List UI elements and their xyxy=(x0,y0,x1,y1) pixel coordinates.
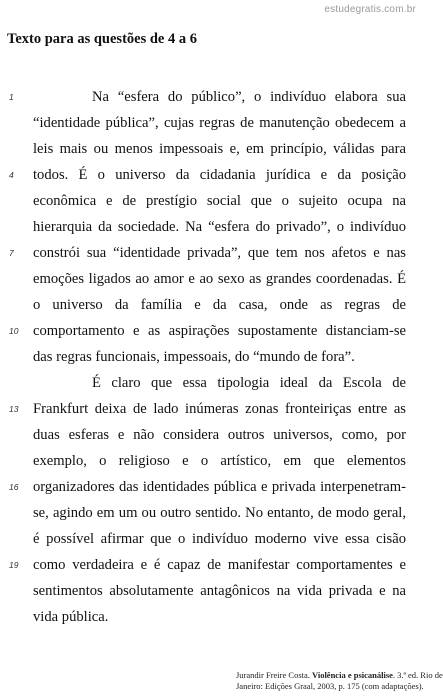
line-number: 19 xyxy=(9,560,19,570)
text-line: leis mais ou menos impessoais e, em princípio, válidas para xyxy=(33,141,406,157)
citation-edition: . 3.ª ed. Rio de xyxy=(392,670,443,680)
text-line: econômica e de prestígio social que o sujeito ocupa na xyxy=(33,193,406,209)
line-number: 1 xyxy=(9,92,14,102)
text-line: das regras funcionais, impessoais, do “mundo de fora”. xyxy=(33,349,355,365)
text-line: sentimentos absolutamente antagônicos na vida privada e na xyxy=(33,583,406,599)
text-line: hierarquia da sociedade. Na “esfera do privado”, o indivíduo xyxy=(33,219,406,235)
text-line: como verdadeira e é capaz de manifestar comportamentes e xyxy=(33,557,406,573)
citation-author: Jurandir Freire Costa. xyxy=(236,670,310,680)
watermark: estudegratis.com.br xyxy=(324,4,416,15)
text-line: vida pública. xyxy=(33,609,109,625)
text-line: Frankfurt deixa de lado inúmeras zonas fronteiriças entre as xyxy=(33,401,406,417)
text-line: duas esferas e não considera outros universos, como, por xyxy=(33,427,406,443)
text-line: exemplo, o religioso e o artístico, em que elementos xyxy=(33,453,406,469)
text-line: Na “esfera do público”, o indivíduo elabora sua xyxy=(92,89,406,105)
text-line: o universo da família e da casa, onde as regras de xyxy=(33,297,406,313)
citation-title: Violência e psicanálise xyxy=(312,670,393,680)
line-number: 16 xyxy=(9,482,19,492)
citation-publisher: Janeiro: Edições Graal, 2003, p. 175 (com adaptações). xyxy=(236,680,424,691)
line-number: 13 xyxy=(9,404,19,414)
text-line: “identidade pública”, cujas regras de manutenção obedecem a xyxy=(33,115,406,131)
line-number: 4 xyxy=(9,170,14,180)
text-line: É claro que essa tipologia ideal da Escola de xyxy=(92,375,406,391)
text-line: organizadores das identidades pública e privada interpenetram- xyxy=(33,479,406,495)
text-line: todos. É o universo da cidadania jurídica e da posição xyxy=(33,167,406,183)
source-citation xyxy=(236,670,443,691)
line-number: 7 xyxy=(9,248,14,258)
text-line: é possível afirmar que o indivíduo moderno vive essa cisão xyxy=(33,531,406,547)
text-line: se, agindo em um ou outro sentido. No entanto, de modo geral, xyxy=(33,505,406,521)
text-line: comportamento e as aspirações supostamente distanciam-se xyxy=(33,323,406,339)
text-line: emoções ligados ao amor e ao sexo as grandes coordenadas. É xyxy=(33,271,406,287)
section-heading: Texto para as questões de 4 a 6 xyxy=(7,31,197,47)
text-line: constrói sua “identidade privada”, que tem nos afetos e nas xyxy=(33,245,406,261)
line-number: 10 xyxy=(9,326,19,336)
